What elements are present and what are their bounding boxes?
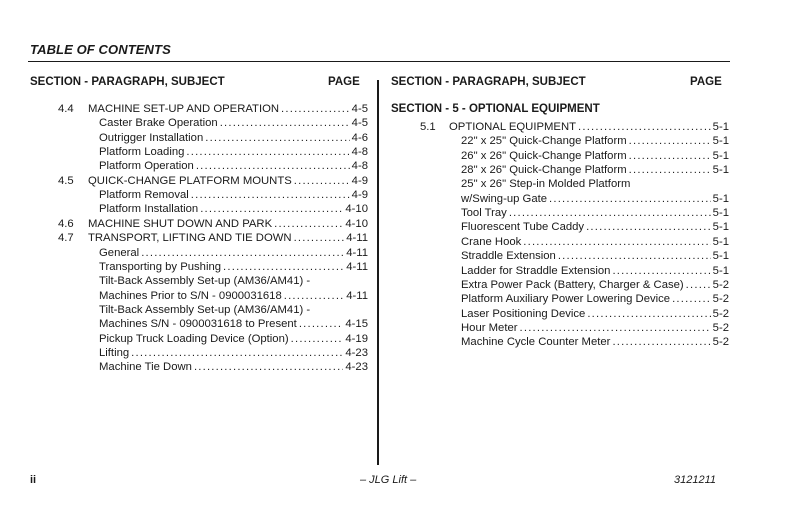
- toc-entry-text: Outrigger Installation: [99, 131, 204, 144]
- toc-entry-page: 4-9: [351, 189, 368, 202]
- toc-entry[interactable]: [58, 260, 368, 274]
- toc-entry-page: 4-6: [351, 131, 368, 144]
- toc-entry-text: Machines S/N - 0900031618 to Present: [99, 318, 297, 331]
- toc-entry-page: 4-11: [346, 289, 368, 302]
- toc-entry-page: 5-1: [712, 207, 729, 220]
- toc-entry[interactable]: [420, 120, 729, 134]
- toc-entry[interactable]: [58, 317, 368, 331]
- toc-entry-page: 4-10: [345, 217, 368, 230]
- toc-entry-text: Machine Cycle Counter Meter: [461, 336, 611, 349]
- dot-leader: [281, 102, 350, 116]
- toc-entry[interactable]: [58, 188, 368, 202]
- toc-entry-number: 4.7: [58, 232, 74, 245]
- toc-entry-text: MACHINE SHUT DOWN AND PARK: [88, 217, 273, 230]
- column-divider: [377, 80, 379, 465]
- toc-entry[interactable]: [58, 159, 368, 173]
- dot-leader: [220, 116, 350, 130]
- toc-entry[interactable]: [58, 332, 368, 346]
- dot-leader: [523, 235, 710, 249]
- toc-entry-text: 26" x 26" Quick-Change Platform: [461, 149, 627, 162]
- toc-entry-text: QUICK-CHANGE PLATFORM MOUNTS: [88, 174, 292, 187]
- toc-entry[interactable]: [58, 246, 368, 260]
- toc-entry[interactable]: [58, 145, 368, 159]
- toc-entry-page: 5-2: [712, 307, 729, 320]
- toc-entry-text: Machine Tie Down: [99, 361, 192, 374]
- dot-leader: [612, 335, 710, 349]
- dot-leader: [612, 264, 710, 278]
- toc-entry-page: 4-19: [345, 332, 368, 345]
- dot-leader: [629, 163, 711, 177]
- toc-entry[interactable]: [420, 134, 729, 148]
- toc-entry-page: 5-1: [712, 164, 729, 177]
- toc-entry[interactable]: [58, 116, 368, 130]
- dot-leader: [549, 192, 711, 206]
- dot-leader: [194, 360, 343, 374]
- toc-entry-text: Crane Hook: [461, 235, 522, 248]
- toc-entry-text: Tilt-Back Assembly Set-up (AM36/AM41) -: [99, 275, 311, 288]
- toc-entry-text: Hour Meter: [461, 321, 518, 334]
- dot-leader: [587, 307, 710, 321]
- dot-leader: [141, 246, 344, 260]
- toc-entry-text: Transporting by Pushing: [99, 260, 222, 273]
- toc-entry-text: Straddle Extension: [461, 250, 556, 263]
- toc-entry[interactable]: [420, 335, 729, 349]
- toc-entry-text: Laser Positioning Device: [461, 307, 586, 320]
- toc-entry[interactable]: [58, 360, 368, 374]
- toc-entry-page: 5-1: [712, 235, 729, 248]
- toc-entry-text: MACHINE SET-UP AND OPERATION: [88, 103, 280, 115]
- toc-entry-page: 4-9: [351, 174, 368, 187]
- toc-entry-page: 4-8: [351, 146, 368, 159]
- toc-entry-text: Caster Brake Operation: [99, 117, 218, 130]
- toc-entry-page: 4-15: [345, 318, 368, 331]
- toc-entry[interactable]: [420, 163, 729, 177]
- toc-entry[interactable]: [58, 102, 368, 116]
- toc-entry-number: 4.4: [58, 103, 74, 115]
- dot-leader: [578, 120, 711, 134]
- toc-entry[interactable]: [420, 264, 729, 278]
- toc-entry-number: 5.1: [420, 121, 436, 133]
- toc-entry[interactable]: [58, 131, 368, 145]
- dot-leader: [672, 292, 711, 306]
- footer-center-text: – JLG Lift –: [360, 474, 417, 486]
- toc-entry-page: 5-1: [712, 250, 729, 263]
- title-rule: [28, 61, 730, 62]
- toc-entry[interactable]: [420, 292, 729, 306]
- dot-leader: [294, 231, 345, 245]
- toc-entry[interactable]: [420, 235, 729, 249]
- dot-leader: [191, 188, 350, 202]
- toc-entry-page: 4-5: [351, 117, 368, 130]
- toc-entry-text: Fluorescent Tube Caddy: [461, 221, 585, 234]
- toc-entry-text: Platform Loading: [99, 146, 185, 159]
- toc-entry-text: TRANSPORT, LIFTING AND TIE DOWN: [88, 232, 292, 245]
- left-header-page: PAGE: [328, 76, 360, 88]
- dot-leader: [629, 149, 711, 163]
- dot-leader: [558, 249, 711, 263]
- toc-entry-page: 4-23: [345, 361, 368, 374]
- toc-entry-text: Machines Prior to S/N - 0900031618: [99, 289, 282, 302]
- toc-entry[interactable]: [58, 274, 368, 288]
- toc-entry-page: 5-1: [712, 149, 729, 162]
- toc-entry-page: 5-1: [712, 121, 729, 133]
- dot-leader: [586, 220, 711, 234]
- toc-entry[interactable]: [420, 192, 729, 206]
- toc-entry[interactable]: [58, 346, 368, 360]
- toc-entry-text: 25" x 26" Step-in Molded Platform: [461, 178, 631, 191]
- dot-leader: [629, 134, 711, 148]
- toc-entry-text: w/Swing-up Gate: [461, 192, 548, 205]
- dot-leader: [291, 332, 344, 346]
- toc-entry-page: 5-2: [712, 336, 729, 349]
- dot-leader: [274, 217, 343, 231]
- footer-doc-number: 3121211: [674, 474, 717, 486]
- dot-leader: [205, 131, 349, 145]
- dot-leader: [131, 346, 343, 360]
- toc-entry-text: Lifting: [99, 346, 130, 359]
- toc-entry-text: OPTIONAL EQUIPMENT: [449, 121, 577, 133]
- page-title: TABLE OF CONTENTS: [30, 42, 171, 57]
- toc-entry[interactable]: [420, 307, 729, 321]
- toc-entry[interactable]: [420, 220, 729, 234]
- toc-entry-page: 5-1: [712, 192, 729, 205]
- toc-entry-page: 4-23: [345, 346, 368, 359]
- toc-entry[interactable]: [58, 289, 368, 303]
- toc-entry[interactable]: [420, 206, 729, 220]
- toc-entry-text: Platform Operation: [99, 160, 194, 173]
- toc-entry-page: 5-1: [712, 135, 729, 148]
- right-section-title: [391, 102, 731, 116]
- toc-entry[interactable]: [420, 278, 729, 292]
- toc-entry-text: Ladder for Straddle Extension: [461, 264, 611, 277]
- toc-entry[interactable]: [420, 177, 729, 191]
- toc-entry[interactable]: [58, 303, 368, 317]
- dot-leader: [186, 145, 349, 159]
- toc-entry-page: 5-2: [712, 321, 729, 334]
- toc-entry[interactable]: [420, 249, 729, 263]
- dot-leader: [299, 317, 344, 331]
- dot-leader: [686, 278, 711, 292]
- toc-entry[interactable]: [58, 231, 368, 245]
- toc-entry-page: 4-11: [346, 246, 368, 259]
- toc-entry[interactable]: [58, 217, 368, 231]
- toc-entry-text: Tool Tray: [461, 207, 507, 220]
- toc-entry-page: 4-10: [345, 203, 368, 216]
- toc-entry-page: 4-11: [346, 260, 368, 273]
- toc-entry[interactable]: [420, 321, 729, 335]
- toc-entry-page: 5-1: [712, 264, 729, 277]
- toc-entry-page: 5-2: [712, 278, 729, 291]
- dot-leader: [223, 260, 344, 274]
- toc-entry-page: 4-8: [351, 160, 368, 173]
- footer-page-number: ii: [30, 474, 37, 486]
- toc-entry[interactable]: [420, 149, 729, 163]
- toc-entry-text: General: [99, 246, 140, 259]
- right-header-page: PAGE: [690, 76, 722, 88]
- toc-entry[interactable]: [58, 174, 368, 188]
- left-header-section: SECTION - PARAGRAPH, SUBJECT: [30, 76, 225, 88]
- toc-entry-page: 5-1: [712, 221, 729, 234]
- section-title-text: SECTION - 5 - OPTIONAL EQUIPMENT: [391, 103, 600, 115]
- dot-leader: [520, 321, 711, 335]
- toc-entry-text: Platform Removal: [99, 189, 189, 202]
- toc-entry-text: 28" x 26" Quick-Change Platform: [461, 164, 627, 177]
- toc-entry-page: 4-5: [351, 103, 368, 115]
- dot-leader: [284, 289, 344, 303]
- toc-entry-page: 5-2: [712, 293, 729, 306]
- toc-entry-number: 4.5: [58, 174, 74, 187]
- dot-leader: [200, 202, 343, 216]
- dot-leader: [294, 174, 350, 188]
- toc-entry-text: Pickup Truck Loading Device (Option): [99, 332, 289, 345]
- toc-entry[interactable]: [58, 202, 368, 216]
- right-header-section: SECTION - PARAGRAPH, SUBJECT: [391, 76, 586, 88]
- toc-entry-text: Tilt-Back Assembly Set-up (AM36/AM41) -: [99, 303, 311, 316]
- toc-entry-text: Platform Installation: [99, 203, 199, 216]
- toc-entry-page: 4-11: [346, 232, 368, 245]
- toc-entry-text: Extra Power Pack (Battery, Charger & Case): [461, 278, 684, 291]
- toc-entry-number: 4.6: [58, 217, 74, 230]
- dot-leader: [509, 206, 711, 220]
- dot-leader: [196, 159, 350, 173]
- toc-entry-text: Platform Auxiliary Power Lowering Device: [461, 293, 671, 306]
- toc-entry-text: 22" x 25" Quick-Change Platform: [461, 135, 627, 148]
